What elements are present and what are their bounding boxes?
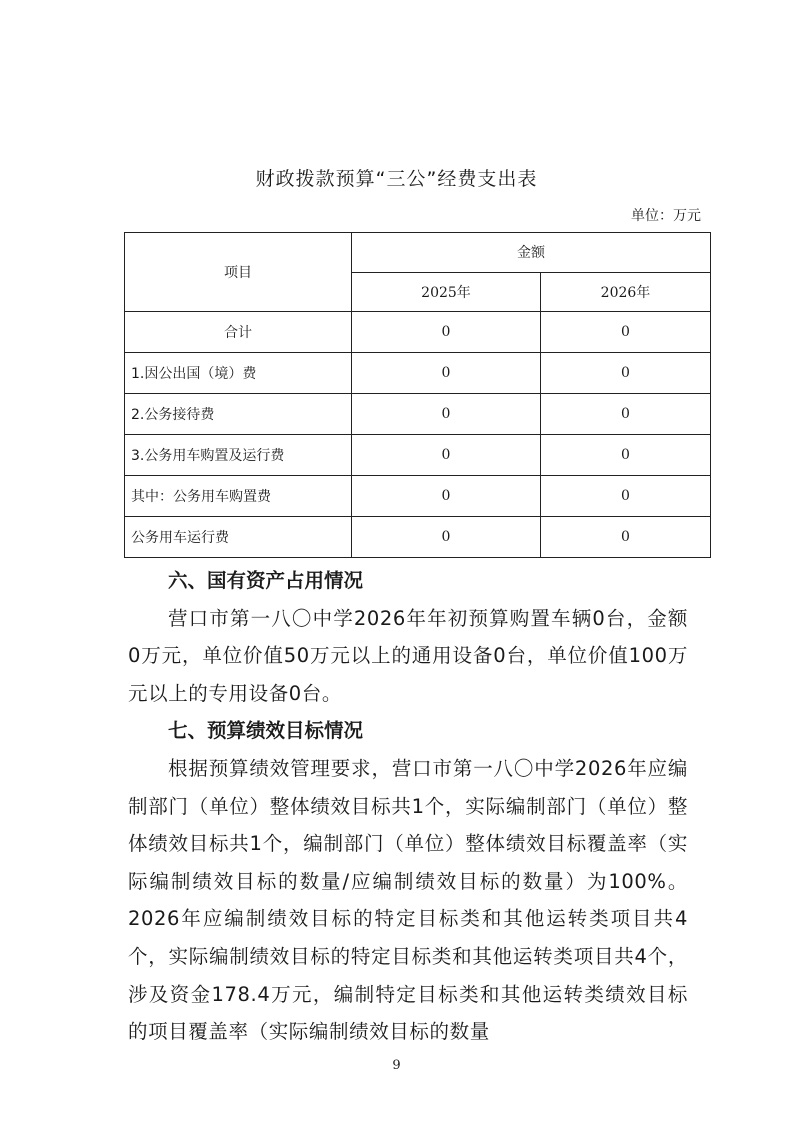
row-label: 1.因公出国（境）费 [125,353,352,394]
row-value-2026: 0 [541,312,711,353]
section-7-body: 根据预算绩效管理要求，营口市第一八〇中学2026年应编制部门（单位）整体绩效目标共1个，实际编制部门（单位）整体绩效目标共1个，编制部门（单位）整体绩效目标覆盖率（实际编制绩效目标的数量/应编制绩效目标的数量）为100%。2026年应编制绩效目标的特定目标类和其他运转类项目共4个，实际编制绩效目标的特定目标类和其他运转类项目共4个，涉及资金178.4万元，编制特定目标类和其他运转类绩效目标的项目覆盖率（实际编制绩效目标的数量 [128,756,688,1044]
table-row [125,435,711,476]
row-value-2026: 0 [541,394,711,435]
row-value-2025: 0 [352,353,541,394]
table-row [125,517,711,558]
row-value-2026: 0 [541,435,711,476]
row-value-2025: 0 [352,394,541,435]
header-item: 项目 [125,233,352,312]
body-content [128,562,688,1051]
row-label: 2.公务接待费 [125,394,352,435]
section-7-heading: 七、预算绩效目标情况 [168,719,364,743]
section-6-heading: 六、国有资产占用情况 [168,569,364,592]
table-title: 财政拨款预算“三公”经费支出表 [255,168,538,190]
page-number: 9 [392,1058,401,1073]
table-row [125,353,711,394]
row-value-2026: 0 [541,353,711,394]
header-amount: 金额 [352,233,711,273]
row-value-2025: 0 [352,517,541,558]
row-label: 公务用车运行费 [125,517,352,558]
table-row [125,312,711,353]
unit-label: 单位：万元 [631,208,701,224]
section-6-body: 营口市第一八〇中学2026年年初预算购置车辆0台，金额0万元，单位价值50万元以上的通用设备0台，单位价值100万元以上的专用设备0台。 [128,606,688,705]
header-year-2025: 2025年 [352,272,541,312]
row-value-2025: 0 [352,476,541,517]
row-value-2025: 0 [352,435,541,476]
budget-table [124,232,711,558]
row-label: 3.公务用车购置及运行费 [125,435,352,476]
header-year-2026: 2026年 [541,272,711,312]
row-value-2025: 0 [352,312,541,353]
row-value-2026: 0 [541,517,711,558]
row-label: 合计 [125,312,352,353]
row-label: 其中：公务用车购置费 [125,476,352,517]
table-row [125,476,711,517]
table-row [125,394,711,435]
row-value-2026: 0 [541,476,711,517]
